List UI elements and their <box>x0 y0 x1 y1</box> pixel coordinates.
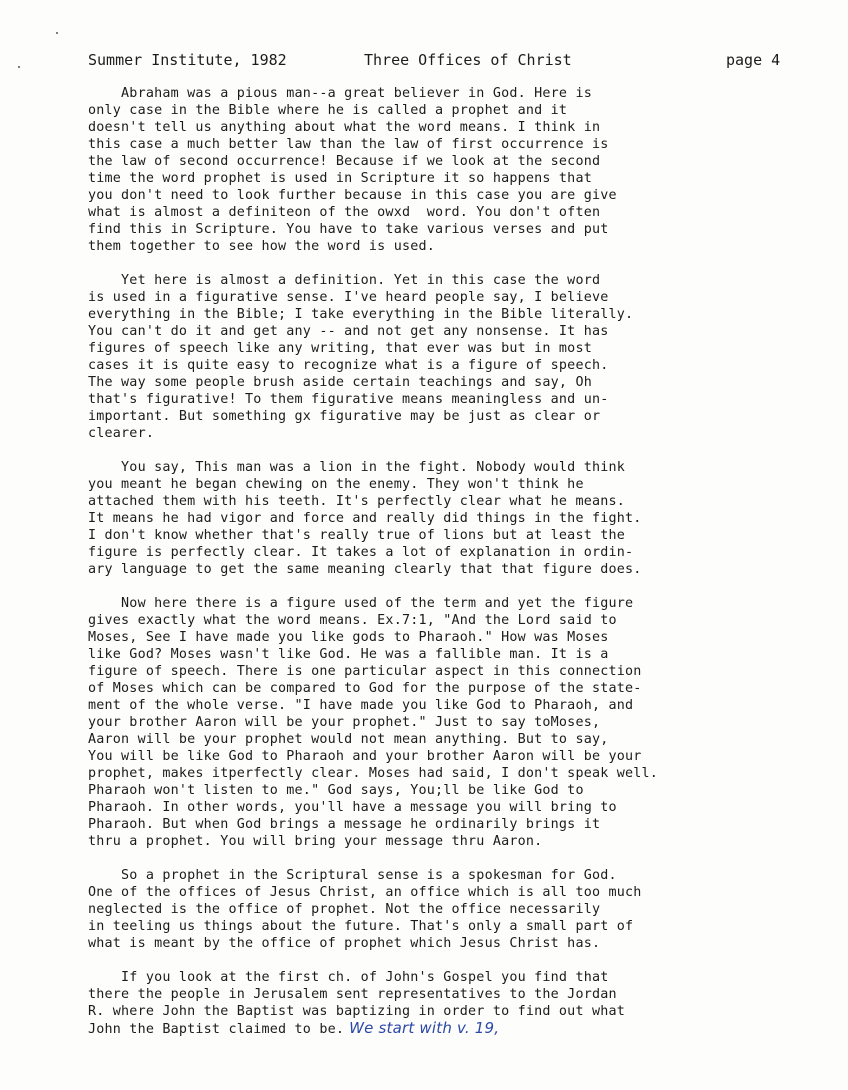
text-line: ary language to get the same meaning clearly that that figure does. <box>88 562 642 577</box>
text-line: Pharaoh. In other words, you'll have a message you will bring to <box>88 800 617 815</box>
text-line: The way some people brush aside certain teachings and say, Oh <box>88 375 592 390</box>
text-line: thru a prophet. You will bring your message thru Aaron. <box>88 834 543 849</box>
text-line: So a prophet in the Scriptural sense is a spokesman for God. <box>88 868 617 883</box>
text-line: Pharaoh. But when God brings a message he ordinarily brings it <box>88 817 601 832</box>
text-line: of Moses which can be compared to God for the purpose of the state- <box>88 681 642 696</box>
text-line: them together to see how the word is used. <box>88 239 435 254</box>
text-line: figure of speech. There is one particular aspect in this connection <box>88 664 642 679</box>
header-institute: Summer Institute, 1982 <box>88 51 287 69</box>
text-line: figures of speech like any writing, that ever was but in most <box>88 341 592 356</box>
text-line: in teeling us things about the future. That's only a small part of <box>88 919 634 934</box>
text-line: you meant he began chewing on the enemy. They won't think he <box>88 477 584 492</box>
text-line: gives exactly what the word means. Ex.7:1, "And the Lord said to <box>88 613 617 628</box>
text-line: One of the offices of Jesus Christ, an office which is all too much <box>88 885 642 900</box>
text-line: doesn't tell us anything about what the word means. I think in <box>88 120 601 135</box>
page-header <box>88 50 788 70</box>
text-line: prophet, makes itperfectly clear. Moses had said, I don't speak well. <box>88 766 659 781</box>
text-line: you don't need to look further because in this case you are give <box>88 188 617 203</box>
text-line: Aaron will be your prophet would not mean anything. But to say, <box>88 732 609 747</box>
scan-speck <box>56 32 58 34</box>
paragraph-gap <box>88 952 808 969</box>
text-line: ment of the whole verse. "I have made you like God to Pharaoh, and <box>88 698 634 713</box>
text-line: neglected is the office of prophet. Not the office necessarily <box>88 902 601 917</box>
text-line: what is almost a definiteon of the owxd word. You don't often <box>88 205 601 220</box>
text-line: important. But something gx figurative may be just as clear or <box>88 409 601 424</box>
text-line: is used in a figurative sense. I've heard people say, I believe <box>88 290 609 305</box>
scan-speck <box>18 66 20 68</box>
text-line: Abraham was a pious man--a great believer in God. Here is <box>88 86 592 101</box>
text-line: Moses, See I have made you like gods to Pharaoh." How was Moses <box>88 630 609 645</box>
text-line: attached them with his teeth. It's perfectly clear what he means. <box>88 494 626 509</box>
text-line: only case in the Bible where he is called a prophet and it <box>88 103 568 118</box>
text-line: You will be like God to Pharaoh and your brother Aaron will be your <box>88 749 642 764</box>
text-line: cases it is quite easy to recognize what is a figure of speech. <box>88 358 609 373</box>
text-line: I don't know whether that's really true of lions but at least the <box>88 528 626 543</box>
text-line: If you look at the first ch. of John's Gospel you find that <box>88 970 609 985</box>
text-line: the law of second occurrence! Because if we look at the second <box>88 154 601 169</box>
text-line: everything in the Bible; I take everything in the Bible literally. <box>88 307 634 322</box>
text-line: like God? Moses wasn't like God. He was a fallible man. It is a <box>88 647 609 662</box>
paragraph <box>88 595 808 850</box>
text-line: time the word prophet is used in Scripture it so happens that <box>88 171 592 186</box>
text-line: It means he had vigor and force and really did things in the fight. <box>88 511 642 526</box>
paragraph <box>88 969 808 1037</box>
text-line: your brother Aaron will be your prophet." Just to say toMoses, <box>88 715 601 730</box>
document-body <box>88 85 808 1037</box>
header-page-number: page 4 <box>726 51 781 69</box>
text-line: there the people in Jerusalem sent representatives to the Jordan <box>88 987 617 1002</box>
text-line: that's figurative! To them figurative means meaningless and un- <box>88 392 609 407</box>
text-line: You can't do it and get any -- and not get any nonsense. It has <box>88 324 609 339</box>
text-line: You say, This man was a lion in the fight. Nobody would think <box>88 460 626 475</box>
text-line: what is meant by the office of prophet which Jesus Christ has. <box>88 936 601 951</box>
paragraph <box>88 85 808 255</box>
paragraph <box>88 459 808 578</box>
text-line: clearer. <box>88 426 155 441</box>
text-line: Now here there is a figure used of the term and yet the figure <box>88 596 634 611</box>
text-line: this case a much better law than the law of first occurrence is <box>88 137 609 152</box>
paragraph <box>88 272 808 442</box>
paragraph-gap <box>88 578 808 595</box>
paragraph-gap <box>88 255 808 272</box>
text-line: figure is perfectly clear. It takes a lot of explanation in ordin- <box>88 545 634 560</box>
text-line: find this in Scripture. You have to take various verses and put <box>88 222 609 237</box>
handwritten-note: We start with v. 19, <box>344 1019 500 1037</box>
text-line: John the Baptist claimed to be. We start with v. 19, <box>88 1019 500 1037</box>
paragraph-gap <box>88 442 808 459</box>
text-line: Yet here is almost a definition. Yet in this case the word <box>88 273 601 288</box>
text-line: Pharaoh won't listen to me." God says, You;ll be like God to <box>88 783 584 798</box>
paragraph-gap <box>88 850 808 867</box>
paragraph <box>88 867 808 952</box>
text-line: R. where John the Baptist was baptizing in order to find out what <box>88 1004 626 1019</box>
header-title: Three Offices of Christ <box>364 51 572 69</box>
